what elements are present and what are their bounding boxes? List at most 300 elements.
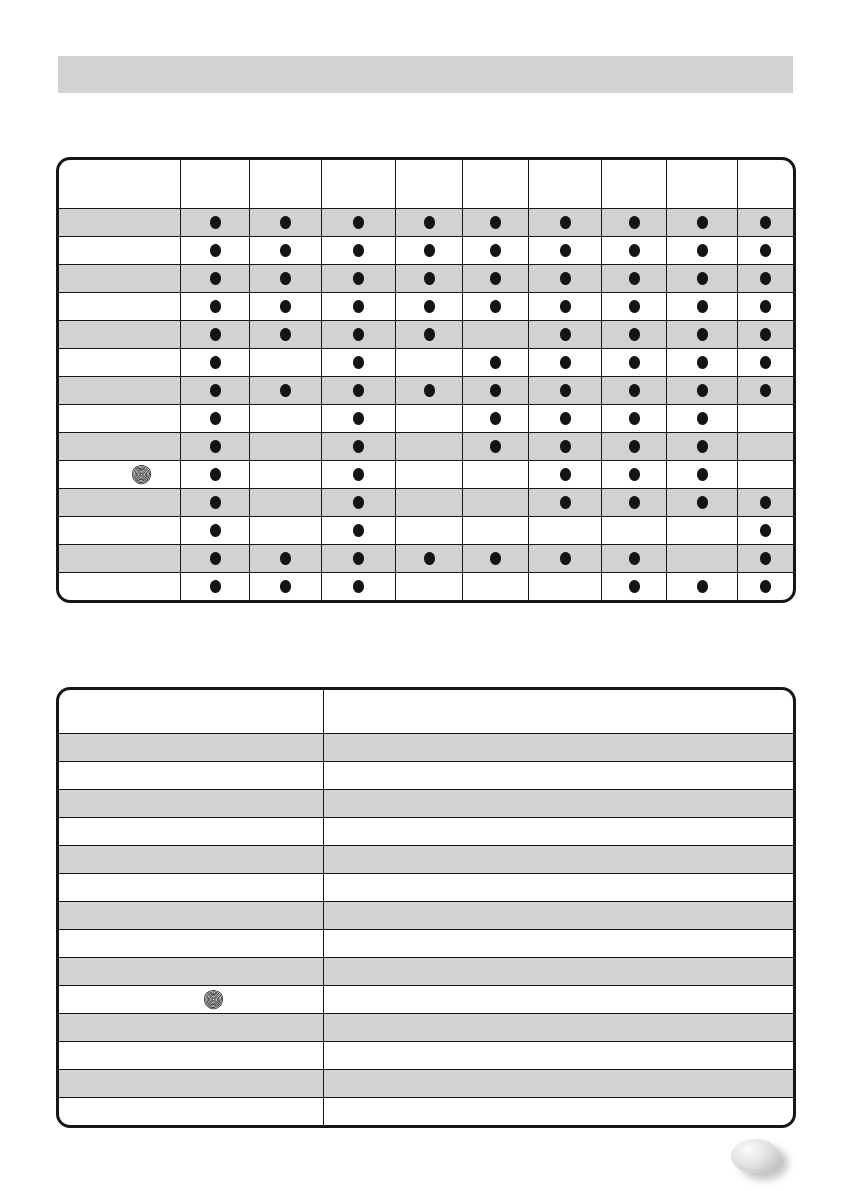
option-available-dot-cell	[321, 432, 395, 460]
option-empty-cell	[462, 460, 528, 488]
availability-dot	[697, 356, 708, 369]
option-available-dot-cell	[249, 320, 321, 348]
description-row	[59, 1013, 793, 1041]
program-label-cell	[59, 572, 180, 600]
option-available-dot-cell	[180, 264, 249, 292]
availability-dot	[353, 524, 364, 537]
program-row	[59, 376, 793, 404]
description-text-cell	[323, 957, 793, 985]
description-row	[59, 1069, 793, 1097]
program-row	[59, 348, 793, 376]
program-label-cell	[59, 376, 180, 404]
option-available-dot-cell	[737, 376, 793, 404]
availability-dot	[697, 468, 708, 481]
option-empty-cell	[462, 488, 528, 516]
option-available-dot-cell	[180, 208, 249, 236]
availability-dot	[697, 384, 708, 397]
availability-dot	[697, 244, 708, 257]
description-row	[59, 1097, 793, 1125]
option-available-dot-cell	[737, 488, 793, 516]
availability-dot	[424, 328, 435, 341]
availability-dot	[760, 524, 771, 537]
option-empty-cell	[395, 432, 462, 460]
description-row	[59, 845, 793, 873]
option-empty-cell	[249, 488, 321, 516]
option-available-dot-cell	[601, 376, 666, 404]
program-label-cell	[59, 516, 180, 544]
availability-dot	[490, 384, 501, 397]
option-available-dot-cell	[737, 264, 793, 292]
availability-dot	[760, 244, 771, 257]
option-empty-cell	[395, 404, 462, 432]
option-empty-cell	[737, 432, 793, 460]
availability-dot	[629, 300, 640, 313]
description-label-cell	[59, 817, 323, 845]
availability-dot	[760, 328, 771, 341]
option-available-dot-cell	[180, 488, 249, 516]
option-available-dot-cell	[462, 544, 528, 572]
option-available-dot-cell	[321, 488, 395, 516]
availability-dot	[629, 216, 640, 229]
availability-dot	[560, 300, 571, 313]
option-available-dot-cell	[462, 348, 528, 376]
option-available-dot-cell	[180, 544, 249, 572]
availability-dot	[210, 300, 221, 313]
option-available-dot-cell	[395, 544, 462, 572]
option-empty-cell	[249, 432, 321, 460]
option-available-dot-cell	[601, 320, 666, 348]
program-row	[59, 460, 793, 488]
description-label-cell	[59, 1069, 323, 1097]
description-table-header-row	[59, 690, 793, 733]
availability-dot	[629, 384, 640, 397]
option-available-dot-cell	[462, 208, 528, 236]
availability-dot	[697, 272, 708, 285]
availability-dot	[210, 356, 221, 369]
option-available-dot-cell	[321, 208, 395, 236]
option-empty-cell	[666, 516, 737, 544]
option-column-header	[666, 160, 737, 208]
availability-dot	[697, 496, 708, 509]
program-label-cell	[59, 320, 180, 348]
option-empty-cell	[737, 404, 793, 432]
option-available-dot-cell	[180, 516, 249, 544]
availability-dot	[490, 244, 501, 257]
description-text-cell	[323, 761, 793, 789]
description-row	[59, 733, 793, 761]
description-header-left	[59, 690, 323, 733]
description-header-right	[323, 690, 793, 733]
description-text-cell	[323, 873, 793, 901]
description-label-cell	[59, 733, 323, 761]
description-text-cell	[323, 789, 793, 817]
option-available-dot-cell	[528, 544, 601, 572]
option-available-dot-cell	[395, 292, 462, 320]
availability-dot	[353, 356, 364, 369]
availability-dot	[353, 496, 364, 509]
option-available-dot-cell	[601, 404, 666, 432]
option-available-dot-cell	[528, 292, 601, 320]
availability-dot	[210, 244, 221, 257]
option-column-header	[737, 160, 793, 208]
description-text-cell	[323, 845, 793, 873]
availability-dot	[629, 496, 640, 509]
availability-dot	[560, 496, 571, 509]
availability-dot	[210, 580, 221, 593]
option-available-dot-cell	[601, 432, 666, 460]
availability-dot	[697, 216, 708, 229]
description-label-cell	[59, 761, 323, 789]
program-label-cell	[59, 460, 180, 488]
option-column-header	[395, 160, 462, 208]
program-label-cell	[59, 208, 180, 236]
option-available-dot-cell	[249, 236, 321, 264]
option-available-dot-cell	[528, 460, 601, 488]
option-empty-cell	[395, 516, 462, 544]
option-available-dot-cell	[528, 432, 601, 460]
availability-dot	[424, 384, 435, 397]
description-text-cell	[323, 1097, 793, 1125]
woolmark-icon	[202, 988, 225, 1011]
availability-dot	[629, 552, 640, 565]
program-row	[59, 488, 793, 516]
availability-dot	[353, 412, 364, 425]
option-available-dot-cell	[249, 208, 321, 236]
availability-dot	[210, 412, 221, 425]
option-available-dot-cell	[180, 292, 249, 320]
option-available-dot-cell	[528, 488, 601, 516]
option-available-dot-cell	[528, 376, 601, 404]
program-row	[59, 264, 793, 292]
option-available-dot-cell	[321, 460, 395, 488]
availability-dot	[353, 244, 364, 257]
option-available-dot-cell	[321, 320, 395, 348]
option-available-dot-cell	[601, 292, 666, 320]
option-available-dot-cell	[249, 376, 321, 404]
availability-dot	[560, 468, 571, 481]
option-available-dot-cell	[528, 264, 601, 292]
availability-dot	[353, 580, 364, 593]
option-available-dot-cell	[737, 572, 793, 600]
availability-dot	[210, 496, 221, 509]
availability-dot	[210, 328, 221, 341]
program-row	[59, 404, 793, 432]
description-text-cell	[323, 985, 793, 1013]
option-available-dot-cell	[601, 236, 666, 264]
option-available-dot-cell	[737, 348, 793, 376]
availability-dot	[490, 356, 501, 369]
option-available-dot-cell	[666, 208, 737, 236]
option-available-dot-cell	[601, 544, 666, 572]
availability-dot	[353, 384, 364, 397]
description-text-cell	[323, 1013, 793, 1041]
option-available-dot-cell	[321, 404, 395, 432]
option-available-dot-cell	[528, 320, 601, 348]
program-label-cell	[59, 432, 180, 460]
program-label-cell	[59, 488, 180, 516]
option-available-dot-cell	[666, 376, 737, 404]
availability-dot	[560, 412, 571, 425]
program-row	[59, 516, 793, 544]
option-available-dot-cell	[528, 236, 601, 264]
option-available-dot-cell	[737, 544, 793, 572]
description-label-cell	[59, 1041, 323, 1069]
description-label-cell	[59, 789, 323, 817]
option-available-dot-cell	[180, 320, 249, 348]
description-text-cell	[323, 1069, 793, 1097]
availability-dot	[560, 244, 571, 257]
option-available-dot-cell	[737, 236, 793, 264]
availability-dot	[629, 412, 640, 425]
description-row	[59, 1041, 793, 1069]
program-label-cell	[59, 348, 180, 376]
option-column-header	[321, 160, 395, 208]
description-text-cell	[323, 929, 793, 957]
availability-dot	[760, 300, 771, 313]
availability-dot	[210, 524, 221, 537]
option-available-dot-cell	[601, 460, 666, 488]
option-empty-cell	[249, 404, 321, 432]
availability-dot	[424, 552, 435, 565]
option-available-dot-cell	[395, 264, 462, 292]
availability-dot	[697, 440, 708, 453]
availability-dot	[697, 412, 708, 425]
description-label-cell	[59, 1013, 323, 1041]
availability-dot	[560, 552, 571, 565]
availability-dot	[280, 216, 291, 229]
option-available-dot-cell	[737, 320, 793, 348]
option-empty-cell	[666, 544, 737, 572]
option-available-dot-cell	[321, 264, 395, 292]
description-label-cell	[59, 845, 323, 873]
availability-dot	[353, 552, 364, 565]
availability-dot	[760, 580, 771, 593]
option-available-dot-cell	[528, 348, 601, 376]
option-available-dot-cell	[321, 572, 395, 600]
option-available-dot-cell	[666, 264, 737, 292]
description-row	[59, 901, 793, 929]
option-available-dot-cell	[321, 348, 395, 376]
program-row	[59, 208, 793, 236]
availability-dot	[424, 300, 435, 313]
option-available-dot-cell	[462, 432, 528, 460]
description-row	[59, 761, 793, 789]
availability-dot	[629, 356, 640, 369]
option-available-dot-cell	[249, 292, 321, 320]
availability-dot	[560, 440, 571, 453]
program-row	[59, 320, 793, 348]
option-empty-cell	[395, 572, 462, 600]
option-available-dot-cell	[528, 208, 601, 236]
availability-dot	[353, 440, 364, 453]
availability-dot	[697, 300, 708, 313]
description-row	[59, 873, 793, 901]
program-row	[59, 572, 793, 600]
program-label-cell	[59, 404, 180, 432]
availability-dot	[280, 328, 291, 341]
availability-dot	[760, 272, 771, 285]
option-available-dot-cell	[666, 404, 737, 432]
availability-dot	[210, 272, 221, 285]
description-row	[59, 817, 793, 845]
availability-dot	[560, 328, 571, 341]
description-text-cell	[323, 901, 793, 929]
availability-dot	[629, 244, 640, 257]
program-row	[59, 292, 793, 320]
availability-dot	[560, 356, 571, 369]
option-available-dot-cell	[395, 320, 462, 348]
availability-dot	[629, 580, 640, 593]
option-empty-cell	[528, 572, 601, 600]
option-available-dot-cell	[462, 376, 528, 404]
option-available-dot-cell	[395, 236, 462, 264]
option-column-header	[180, 160, 249, 208]
option-available-dot-cell	[666, 320, 737, 348]
availability-dot	[629, 468, 640, 481]
option-available-dot-cell	[180, 572, 249, 600]
program-row	[59, 236, 793, 264]
availability-dot	[560, 216, 571, 229]
availability-dot	[560, 272, 571, 285]
option-available-dot-cell	[462, 292, 528, 320]
program-column-header	[59, 160, 180, 208]
availability-dot	[760, 384, 771, 397]
program-table-header-row	[59, 160, 793, 208]
option-available-dot-cell	[666, 348, 737, 376]
option-empty-cell	[395, 348, 462, 376]
description-row	[59, 929, 793, 957]
description-row	[59, 957, 793, 985]
availability-dot	[760, 216, 771, 229]
option-available-dot-cell	[666, 292, 737, 320]
option-available-dot-cell	[180, 460, 249, 488]
option-available-dot-cell	[180, 236, 249, 264]
section-header-bar	[58, 56, 793, 93]
availability-dot	[210, 440, 221, 453]
availability-dot	[697, 328, 708, 341]
availability-dot	[760, 496, 771, 509]
availability-dot	[424, 216, 435, 229]
option-empty-cell	[395, 488, 462, 516]
program-options-table	[56, 157, 796, 603]
availability-dot	[629, 328, 640, 341]
availability-dot	[760, 356, 771, 369]
description-label-cell	[59, 985, 323, 1013]
option-available-dot-cell	[462, 236, 528, 264]
availability-dot	[629, 440, 640, 453]
availability-dot	[210, 216, 221, 229]
description-label-cell	[59, 1097, 323, 1125]
option-column-header	[601, 160, 666, 208]
program-label-cell	[59, 544, 180, 572]
availability-dot	[280, 300, 291, 313]
option-available-dot-cell	[666, 572, 737, 600]
availability-dot	[280, 272, 291, 285]
option-available-dot-cell	[601, 208, 666, 236]
woolmark-icon	[130, 463, 153, 486]
availability-dot	[490, 440, 501, 453]
availability-dot	[280, 580, 291, 593]
option-available-dot-cell	[321, 516, 395, 544]
availability-dot	[353, 468, 364, 481]
option-available-dot-cell	[666, 236, 737, 264]
description-text-cell	[323, 817, 793, 845]
description-text-cell	[323, 1041, 793, 1069]
description-label-cell	[59, 929, 323, 957]
option-empty-cell	[249, 516, 321, 544]
option-column-header	[462, 160, 528, 208]
program-row	[59, 544, 793, 572]
option-available-dot-cell	[321, 236, 395, 264]
option-available-dot-cell	[321, 376, 395, 404]
description-row	[59, 789, 793, 817]
program-row	[59, 432, 793, 460]
option-available-dot-cell	[601, 348, 666, 376]
availability-dot	[353, 216, 364, 229]
option-empty-cell	[462, 572, 528, 600]
option-empty-cell	[528, 516, 601, 544]
option-available-dot-cell	[666, 460, 737, 488]
option-available-dot-cell	[321, 544, 395, 572]
program-label-cell	[59, 292, 180, 320]
option-column-header	[528, 160, 601, 208]
option-available-dot-cell	[249, 544, 321, 572]
option-available-dot-cell	[528, 404, 601, 432]
availability-dot	[353, 328, 364, 341]
option-empty-cell	[601, 516, 666, 544]
option-available-dot-cell	[737, 516, 793, 544]
availability-dot	[424, 272, 435, 285]
option-available-dot-cell	[180, 404, 249, 432]
program-label-cell	[59, 236, 180, 264]
availability-dot	[560, 384, 571, 397]
description-label-cell	[59, 957, 323, 985]
availability-dot	[424, 244, 435, 257]
availability-dot	[280, 384, 291, 397]
description-row	[59, 985, 793, 1013]
availability-dot	[490, 552, 501, 565]
option-available-dot-cell	[321, 292, 395, 320]
option-empty-cell	[737, 460, 793, 488]
option-available-dot-cell	[395, 376, 462, 404]
availability-dot	[490, 300, 501, 313]
option-available-dot-cell	[462, 264, 528, 292]
option-available-dot-cell	[180, 432, 249, 460]
availability-dot	[280, 244, 291, 257]
option-available-dot-cell	[737, 292, 793, 320]
availability-dot	[629, 272, 640, 285]
description-text-cell	[323, 733, 793, 761]
option-empty-cell	[249, 460, 321, 488]
option-available-dot-cell	[249, 572, 321, 600]
option-empty-cell	[249, 348, 321, 376]
option-available-dot-cell	[601, 488, 666, 516]
availability-dot	[490, 216, 501, 229]
availability-dot	[210, 552, 221, 565]
availability-dot	[210, 384, 221, 397]
option-available-dot-cell	[462, 404, 528, 432]
availability-dot	[490, 412, 501, 425]
option-available-dot-cell	[666, 488, 737, 516]
description-label-cell	[59, 873, 323, 901]
option-column-header	[249, 160, 321, 208]
option-empty-cell	[462, 516, 528, 544]
program-description-table	[56, 687, 796, 1128]
availability-dot	[280, 552, 291, 565]
availability-dot	[697, 580, 708, 593]
option-available-dot-cell	[601, 264, 666, 292]
page-number-bubble	[731, 1139, 779, 1173]
